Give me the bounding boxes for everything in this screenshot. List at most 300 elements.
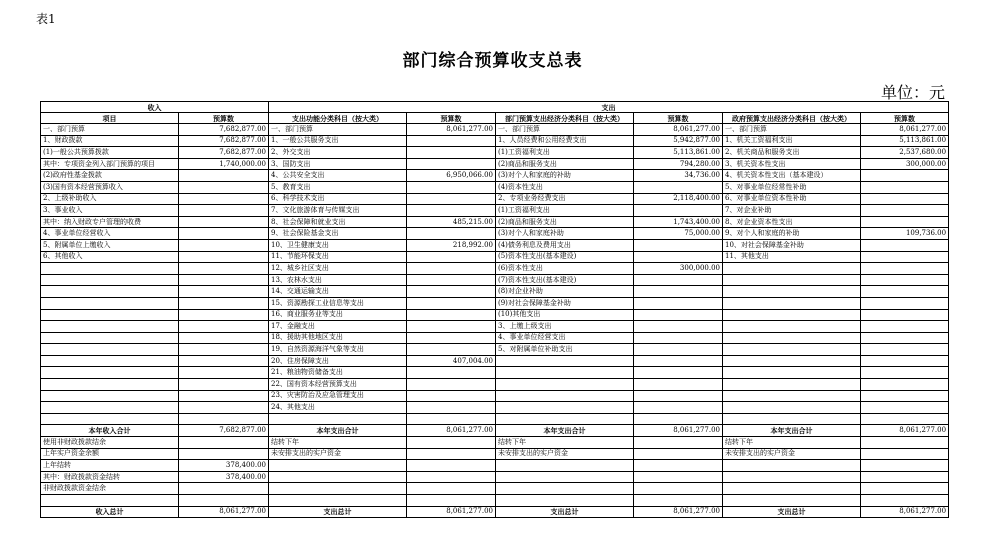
income-amount-cell [179,181,269,193]
income-item-cell [41,379,179,391]
income-item-cell [41,367,179,379]
table-row [41,193,949,205]
gov-econ-amount-cell [861,309,949,321]
dept-econ-item-cell: (7)资本性支出(基本建设) [496,274,634,286]
gov-econ-amount-cell [861,471,949,483]
dept-econ-item-cell: (9)对社会保障基金补助 [496,297,634,309]
gov-econ-amount-cell [861,332,949,344]
income-item-cell [41,413,179,425]
income-amount-cell [179,379,269,391]
table-row [41,181,949,193]
table-row [41,402,949,414]
dept-econ-item-cell: (2)商品和服务支出 [496,158,634,170]
table-row [41,251,949,263]
dept-econ-amount-cell: 5,113,861.00 [634,147,723,159]
income-item-cell: 5、附属单位上缴收入 [41,239,179,251]
income-amount-cell: 7,682,877.00 [179,147,269,159]
function-amount-cell [407,251,496,263]
function-amount-cell [407,402,496,414]
income-item-cell: 非财政拨款资金结余 [41,483,179,495]
table-row [41,205,949,217]
income-year-total-label: 本年收入合计 [41,425,179,437]
dept-econ-amount-cell [634,205,723,217]
page-title: 部门综合预算收支总表 [402,51,583,71]
dept-econ-item-cell [496,483,634,495]
gov-econ-amount-cell: 5,113,861.00 [861,135,949,147]
income-item-cell [41,344,179,356]
gov-econ-amount-cell [861,181,949,193]
balance-row [41,495,949,507]
gov-econ-item-cell [723,332,861,344]
gov-econ-amount-cell [861,390,949,402]
dept-econ-amount-cell: 8,061,277.00 [634,124,723,136]
dept-econ-item-cell: (8)对企业补助 [496,286,634,298]
function-item-cell: 24、其他支出 [269,402,407,414]
gov-econ-item-cell: 6、对事业单位资本性补助 [723,193,861,205]
income-item-cell [41,297,179,309]
dept-econ-amount-cell [634,471,723,483]
function-amount-cell [407,135,496,147]
function-amount-cell [407,274,496,286]
dept-econ-amount-cell [634,483,723,495]
table-row [41,216,949,228]
function-year-total-value: 8,061,277.00 [407,425,496,437]
function-item-cell: 12、城乡社区支出 [269,263,407,275]
gov-econ-item-cell: 3、机关资本性支出 [723,158,861,170]
function-item-cell: 18、援助其他地区支出 [269,332,407,344]
income-item-cell [41,390,179,402]
function-amount-cell [407,297,496,309]
gov-econ-item-cell [723,413,861,425]
income-amount-cell [179,239,269,251]
gov-econ-amount-cell [861,297,949,309]
dept-econ-item-cell: 3、上缴上级支出 [496,321,634,333]
function-item-cell: 3、国防支出 [269,158,407,170]
dept-econ-item-cell: 结转下年 [496,437,634,449]
dept-econ-item-cell: 2、专项业务经费支出 [496,193,634,205]
function-amount-cell [407,495,496,507]
column-header: 项目 [41,113,179,124]
income-amount-cell: 7,682,877.00 [179,124,269,136]
function-amount-cell [407,228,496,240]
gov-econ-item-cell: 未安排支出的实户资金 [723,448,861,460]
table-row [41,263,949,275]
dept-econ-amount-cell [634,251,723,263]
income-amount-cell: 1,740,000.00 [179,158,269,170]
dept-econ-item-cell [496,402,634,414]
table-row [41,355,949,367]
function-item-cell: 5、教育支出 [269,181,407,193]
table-row [41,286,949,298]
income-item-cell [41,309,179,321]
gov-econ-amount-cell [861,263,949,275]
gov-econ-amount-cell [861,286,949,298]
function-item-cell: 20、住房保障支出 [269,355,407,367]
income-amount-cell [179,495,269,507]
gov-econ-item-cell: 9、对个人和家庭的补助 [723,228,861,240]
income-item-cell [41,402,179,414]
gov-econ-grand-total-value: 8,061,277.00 [861,506,949,518]
dept-econ-amount-cell [634,297,723,309]
dept-econ-item-cell: (4)资本性支出 [496,181,634,193]
income-item-cell [41,263,179,275]
table-row [41,321,949,333]
dept-econ-item-cell: 1、人员经费和公用经费支出 [496,135,634,147]
income-item-cell [41,355,179,367]
function-item-cell: 22、国有资本经营预算支出 [269,379,407,391]
function-item-cell: 10、卫生健康支出 [269,239,407,251]
gov-econ-amount-cell: 300,000.00 [861,158,949,170]
income-group-header: 收入 [41,102,269,113]
function-amount-cell [407,367,496,379]
dept-econ-item-cell [496,367,634,379]
function-amount-cell [407,332,496,344]
income-amount-cell [179,170,269,182]
gov-econ-item-cell: 4、机关资本性支出（基本建设） [723,170,861,182]
income-amount-cell [179,448,269,460]
function-item-cell: 7、文化旅游体育与传媒支出 [269,205,407,217]
gov-econ-item-cell [723,297,861,309]
function-amount-cell [407,193,496,205]
function-amount-cell [407,309,496,321]
income-amount-cell [179,413,269,425]
function-grand-total-value: 8,061,277.00 [407,506,496,518]
function-amount-cell [407,483,496,495]
dept-econ-amount-cell: 2,118,400.00 [634,193,723,205]
table-row [41,147,949,159]
dept-econ-item-cell [496,460,634,472]
gov-econ-item-cell: 5、对事业单位经常性补助 [723,181,861,193]
income-amount-cell [179,286,269,298]
dept-econ-amount-cell: 75,000.00 [634,228,723,240]
function-year-total-label: 本年支出合计 [269,425,407,437]
group-header-row [41,102,949,113]
income-item-cell: 使用非财政拨款结余 [41,437,179,449]
function-amount-cell [407,263,496,275]
function-amount-cell: 485,215.00 [407,216,496,228]
function-item-cell: 1、一般公共服务支出 [269,135,407,147]
function-amount-cell [407,321,496,333]
income-year-total-value: 7,682,877.00 [179,425,269,437]
gov-econ-amount-cell [861,379,949,391]
income-amount-cell [179,263,269,275]
column-header: 支出功能分类科目（按大类） [269,113,407,124]
dept-econ-amount-cell [634,448,723,460]
income-amount-cell [179,216,269,228]
income-item-cell: 2、上级补助收入 [41,193,179,205]
income-amount-cell [179,205,269,217]
income-amount-cell [179,321,269,333]
income-item-cell: 1、财政拨款 [41,135,179,147]
income-item-cell [41,286,179,298]
function-amount-cell [407,158,496,170]
dept-econ-amount-cell [634,274,723,286]
gov-econ-amount-cell [861,437,949,449]
income-grand-total-value: 8,061,277.00 [179,506,269,518]
gov-econ-item-cell [723,495,861,507]
budget-summary-table [40,101,949,518]
function-item-cell: 21、粮油物资储备支出 [269,367,407,379]
income-item-cell [41,274,179,286]
income-item-cell: 一、部门预算 [41,124,179,136]
balance-row [41,471,949,483]
gov-econ-amount-cell [861,344,949,356]
dept-econ-item-cell: (3)对个人和家庭的补助 [496,170,634,182]
gov-econ-amount-cell [861,495,949,507]
dept-econ-amount-cell [634,379,723,391]
function-item-cell: 9、社会保险基金支出 [269,228,407,240]
function-item-cell: 未安排支出的实户资金 [269,448,407,460]
year-total-row [41,425,949,437]
dept-econ-amount-cell: 1,743,400.00 [634,216,723,228]
dept-econ-amount-cell [634,332,723,344]
dept-econ-item-cell: 4、事业单位经营支出 [496,332,634,344]
gov-econ-amount-cell: 109,736.00 [861,228,949,240]
column-header: 预算数 [634,113,723,124]
income-item-cell: 3、事业收入 [41,205,179,217]
income-item-cell: 其中：专项资金列入部门预算的项目 [41,158,179,170]
income-amount-cell: 7,682,877.00 [179,135,269,147]
dept-econ-item-cell [496,390,634,402]
dept-econ-item-cell: (2)商品和服务支出 [496,216,634,228]
function-amount-cell [407,460,496,472]
function-grand-total-label: 支出总计 [269,506,407,518]
function-item-cell: 17、金融支出 [269,321,407,333]
gov-econ-item-cell [723,344,861,356]
income-item-cell: (1)一般公共预算拨款 [41,147,179,159]
gov-econ-amount-cell [861,483,949,495]
income-item-cell: 其中：财政拨款资金结转 [41,471,179,483]
table-row [41,158,949,170]
gov-econ-item-cell: 11、其他支出 [723,251,861,263]
income-amount-cell [179,437,269,449]
income-item-cell [41,495,179,507]
gov-econ-amount-cell [861,170,949,182]
balance-row [41,460,949,472]
gov-econ-item-cell [723,321,861,333]
gov-econ-amount-cell [861,321,949,333]
unit-label: 单位：元 [880,83,945,102]
dept-econ-amount-cell [634,286,723,298]
dept-econ-amount-cell [634,309,723,321]
table-row [41,379,949,391]
gov-econ-item-cell: 10、对社会保障基金补助 [723,239,861,251]
grand-total-row [41,506,949,518]
income-amount-cell [179,251,269,263]
income-amount-cell [179,344,269,356]
function-item-cell [269,495,407,507]
gov-econ-item-cell [723,286,861,298]
gov-econ-item-cell [723,460,861,472]
function-item-cell: 结转下年 [269,437,407,449]
gov-econ-item-cell: 8、对企业资本性支出 [723,216,861,228]
dept-econ-grand-total-value: 8,061,277.00 [634,506,723,518]
table-row [41,274,949,286]
dept-econ-item-cell [496,471,634,483]
function-item-cell [269,483,407,495]
function-item-cell: 4、公共安全支出 [269,170,407,182]
dept-econ-amount-cell: 794,280.00 [634,158,723,170]
dept-econ-amount-cell [634,495,723,507]
dept-econ-item-cell: (4)债务利息及费用支出 [496,239,634,251]
dept-econ-amount-cell: 34,736.00 [634,170,723,182]
function-amount-cell [407,413,496,425]
gov-econ-amount-cell [861,448,949,460]
gov-econ-amount-cell [861,216,949,228]
dept-econ-amount-cell: 5,942,877.00 [634,135,723,147]
function-amount-cell: 8,061,277.00 [407,124,496,136]
table-row [41,170,949,182]
income-item-cell: 6、其他收入 [41,251,179,263]
dept-econ-item-cell: 未安排支出的实户资金 [496,448,634,460]
dept-econ-amount-cell [634,344,723,356]
income-amount-cell [179,402,269,414]
gov-econ-item-cell: 一、部门预算 [723,124,861,136]
dept-econ-item-cell [496,379,634,391]
gov-econ-amount-cell: 8,061,277.00 [861,124,949,136]
income-item-cell [41,332,179,344]
table-row [41,228,949,240]
income-amount-cell [179,367,269,379]
function-item-cell: 23、灾害防治及应急管理支出 [269,390,407,402]
gov-econ-item-cell [723,309,861,321]
balance-row [41,448,949,460]
income-item-cell: 4、事业单位经营收入 [41,228,179,240]
dept-econ-item-cell: (10)其他支出 [496,309,634,321]
dept-econ-item-cell: (6)资本性支出 [496,263,634,275]
function-item-cell: 16、商业服务业等支出 [269,309,407,321]
income-item-cell: 上年结转 [41,460,179,472]
income-item-cell: (3)国有资本经营预算收入 [41,181,179,193]
income-item-cell: 上年实户资金余额 [41,448,179,460]
gov-econ-amount-cell [861,251,949,263]
function-amount-cell [407,448,496,460]
dept-econ-amount-cell [634,402,723,414]
dept-econ-amount-cell [634,460,723,472]
income-amount-cell [179,274,269,286]
gov-econ-amount-cell [861,205,949,217]
gov-econ-item-cell [723,402,861,414]
gov-econ-item-cell: 7、对企业补助 [723,205,861,217]
dept-econ-amount-cell [634,239,723,251]
gov-econ-item-cell [723,367,861,379]
income-grand-total-label: 收入总计 [41,506,179,518]
gov-econ-item-cell [723,274,861,286]
table-row [41,239,949,251]
gov-econ-amount-cell [861,367,949,379]
income-item-cell: 其中：纳入财政专户管理的收费 [41,216,179,228]
gov-econ-item-cell [723,483,861,495]
gov-econ-item-cell: 2、机关商品和服务支出 [723,147,861,159]
gov-econ-year-total-value: 8,061,277.00 [861,425,949,437]
income-amount-cell [179,309,269,321]
function-amount-cell: 407,004.00 [407,355,496,367]
function-amount-cell [407,286,496,298]
function-amount-cell [407,379,496,391]
income-amount-cell [179,483,269,495]
table-row [41,344,949,356]
function-item-cell [269,471,407,483]
gov-econ-amount-cell [861,402,949,414]
dept-econ-item-cell: (1)工资福利支出 [496,147,634,159]
dept-econ-amount-cell [634,437,723,449]
expense-group-header: 支出 [269,102,949,113]
table-row [41,332,949,344]
dept-econ-amount-cell [634,413,723,425]
function-item-cell: 一、部门预算 [269,124,407,136]
dept-econ-amount-cell [634,321,723,333]
gov-econ-item-cell [723,471,861,483]
function-amount-cell: 6,950,066.00 [407,170,496,182]
function-amount-cell [407,205,496,217]
dept-econ-amount-cell [634,181,723,193]
dept-econ-item-cell [496,495,634,507]
function-item-cell: 11、节能环保支出 [269,251,407,263]
table-number: 表1 [36,12,56,26]
dept-econ-amount-cell: 300,000.00 [634,263,723,275]
dept-econ-grand-total-label: 支出总计 [496,506,634,518]
function-item-cell: 14、交通运输支出 [269,286,407,298]
table-row [41,124,949,136]
table-row [41,413,949,425]
table-row [41,135,949,147]
dept-econ-item-cell: 5、对附属单位补助支出 [496,344,634,356]
function-amount-cell [407,344,496,356]
column-header: 预算数 [179,113,269,124]
table-row [41,297,949,309]
function-amount-cell: 218,992.00 [407,239,496,251]
gov-econ-amount-cell [861,413,949,425]
gov-econ-item-cell [723,390,861,402]
table-row [41,309,949,321]
income-amount-cell [179,390,269,402]
gov-econ-item-cell [723,263,861,275]
function-item-cell: 8、社会保障和就业支出 [269,216,407,228]
function-amount-cell [407,390,496,402]
dept-econ-amount-cell [634,355,723,367]
gov-econ-grand-total-label: 支出总计 [723,506,861,518]
gov-econ-amount-cell [861,460,949,472]
gov-econ-amount-cell: 2,537,680.00 [861,147,949,159]
dept-econ-item-cell [496,355,634,367]
column-header-row [41,113,949,124]
function-item-cell: 13、农林水支出 [269,274,407,286]
income-item-cell [41,321,179,333]
function-amount-cell [407,147,496,159]
function-item-cell: 6、科学技术支出 [269,193,407,205]
function-item-cell: 15、资源勘探工业信息等支出 [269,297,407,309]
column-header: 部门预算支出经济分类科目（按大类） [496,113,634,124]
dept-econ-item-cell: (1)工资福利支出 [496,205,634,217]
gov-econ-amount-cell [861,239,949,251]
gov-econ-item-cell [723,379,861,391]
column-header: 预算数 [861,113,949,124]
income-amount-cell [179,193,269,205]
table-row [41,390,949,402]
income-amount-cell: 378,400.00 [179,471,269,483]
income-amount-cell [179,297,269,309]
function-item-cell [269,413,407,425]
income-amount-cell [179,332,269,344]
gov-econ-amount-cell [861,355,949,367]
table-row [41,367,949,379]
gov-econ-amount-cell [861,193,949,205]
dept-econ-item-cell: (5)资本性支出(基本建设) [496,251,634,263]
dept-econ-year-total-value: 8,061,277.00 [634,425,723,437]
dept-econ-item-cell: 一、部门预算 [496,124,634,136]
function-amount-cell [407,181,496,193]
income-amount-cell [179,355,269,367]
